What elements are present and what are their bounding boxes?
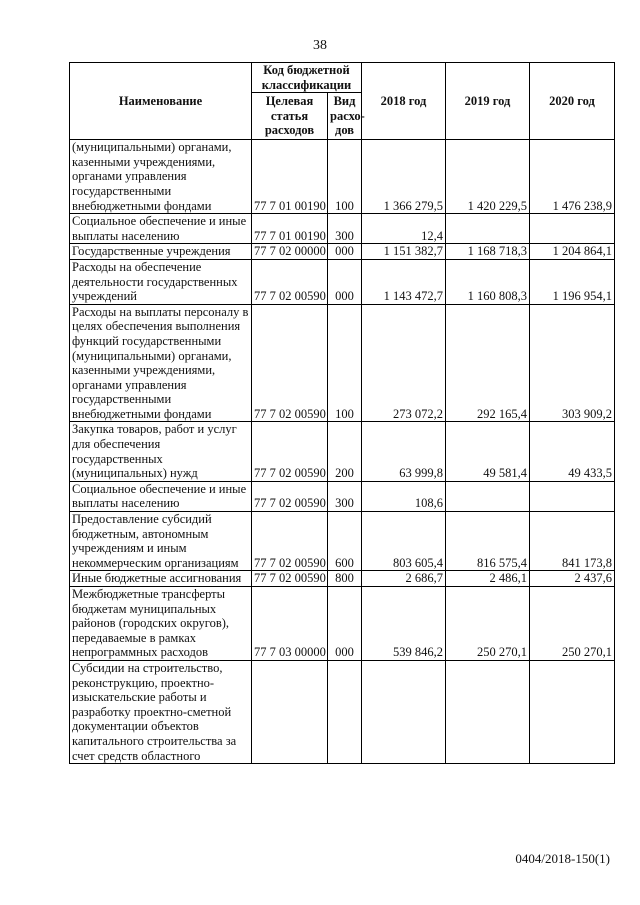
row-value-2018: 803 605,4 [362, 512, 446, 571]
row-expense-type: 000 [328, 587, 362, 661]
row-value-2020: 1 204 864,1 [530, 244, 615, 260]
header-year-2018: 2018 год [362, 63, 446, 140]
row-target-article: 77 7 02 00590 [252, 512, 328, 571]
row-value-2020: 2 437,6 [530, 571, 615, 587]
row-value-2019: 1 420 229,5 [446, 140, 530, 214]
row-target-article [252, 660, 328, 763]
row-value-2019 [446, 214, 530, 244]
row-value-2019: 49 581,4 [446, 422, 530, 481]
row-name: Межбюджетные трансферты бюджетам муниципальных районов (городских округов), передаваемые в рамках непрограммных расходов [70, 587, 252, 661]
table-row [70, 244, 615, 260]
table-row [70, 140, 615, 214]
row-target-article: 77 7 02 00590 [252, 481, 328, 511]
header-year-2019: 2019 год [446, 63, 530, 140]
header-target-article: Целевая статья расходов [252, 93, 328, 140]
table-row [70, 304, 615, 422]
row-name: Расходы на обеспечение деятельности государственных учреждений [70, 259, 252, 304]
row-expense-type: 000 [328, 244, 362, 260]
row-name: Иные бюджетные ассигнования [70, 571, 252, 587]
table-row [70, 259, 615, 304]
row-value-2020: 49 433,5 [530, 422, 615, 481]
row-value-2019: 250 270,1 [446, 587, 530, 661]
page-number: 38 [313, 38, 327, 53]
header-name: Наименование [70, 63, 252, 140]
row-expense-type: 000 [328, 259, 362, 304]
budget-table [69, 62, 615, 764]
row-name: Социальное обеспечение и иные выплаты населению [70, 481, 252, 511]
row-value-2019: 292 165,4 [446, 304, 530, 422]
row-expense-type: 600 [328, 512, 362, 571]
row-value-2018: 273 072,2 [362, 304, 446, 422]
row-name: (муниципальными) органами, казенными учреждениями, органами управления государственными внебюджетными фондами [70, 140, 252, 214]
row-target-article: 77 7 02 00590 [252, 259, 328, 304]
row-target-article: 77 7 01 00190 [252, 140, 328, 214]
row-expense-type: 200 [328, 422, 362, 481]
row-value-2020: 250 270,1 [530, 587, 615, 661]
row-value-2020 [530, 214, 615, 244]
row-name: Субсидии на строительство, реконструкцию, проектно-изыскательские работы и разработку проектно-сметной документации объектов капитального строительства за счет средств областного [70, 660, 252, 763]
row-value-2019: 1 160 808,3 [446, 259, 530, 304]
row-expense-type: 300 [328, 214, 362, 244]
row-value-2020: 1 196 954,1 [530, 259, 615, 304]
table-row [70, 587, 615, 661]
row-value-2020: 303 909,2 [530, 304, 615, 422]
table-header [70, 63, 615, 140]
row-expense-type: 100 [328, 304, 362, 422]
row-expense-type [328, 660, 362, 763]
row-target-article: 77 7 02 00590 [252, 304, 328, 422]
table-body [70, 140, 615, 764]
row-value-2018: 108,6 [362, 481, 446, 511]
row-target-article: 77 7 03 00000 [252, 587, 328, 661]
row-value-2018: 1 143 472,7 [362, 259, 446, 304]
row-value-2018: 2 686,7 [362, 571, 446, 587]
document-footer-code: 0404/2018-150(1) [515, 851, 610, 866]
row-expense-type: 300 [328, 481, 362, 511]
row-target-article: 77 7 01 00190 [252, 214, 328, 244]
row-value-2019: 2 486,1 [446, 571, 530, 587]
table-row [70, 422, 615, 481]
row-value-2018: 1 151 382,7 [362, 244, 446, 260]
row-value-2018 [362, 660, 446, 763]
row-value-2020: 841 173,8 [530, 512, 615, 571]
table-row [70, 512, 615, 571]
row-value-2020: 1 476 238,9 [530, 140, 615, 214]
header-year-2020: 2020 год [530, 63, 615, 140]
row-value-2018: 1 366 279,5 [362, 140, 446, 214]
row-name: Государственные учреждения [70, 244, 252, 260]
row-name: Предоставление субсидий бюджетным, автономным учреждениям и иным некоммерческим организациям [70, 512, 252, 571]
row-name: Социальное обеспечение и иные выплаты населению [70, 214, 252, 244]
header-code-group: Код бюджетной классификации [252, 63, 362, 93]
row-value-2019 [446, 660, 530, 763]
row-value-2019 [446, 481, 530, 511]
row-value-2018: 12,4 [362, 214, 446, 244]
row-value-2019: 1 168 718,3 [446, 244, 530, 260]
row-name: Расходы на выплаты персоналу в целях обеспечения выполнения функций государственными (муниципальными) органами, казенными учреждениями, органами управления государственными внебюджетными фондами [70, 304, 252, 422]
row-target-article: 77 7 02 00590 [252, 422, 328, 481]
table-row [70, 571, 615, 587]
row-value-2018: 539 846,2 [362, 587, 446, 661]
row-value-2019: 816 575,4 [446, 512, 530, 571]
row-value-2020 [530, 481, 615, 511]
row-target-article: 77 7 02 00590 [252, 571, 328, 587]
header-expense-type: Вид расхо-дов [328, 93, 362, 140]
table-row [70, 214, 615, 244]
row-expense-type: 800 [328, 571, 362, 587]
row-target-article: 77 7 02 00000 [252, 244, 328, 260]
row-value-2018: 63 999,8 [362, 422, 446, 481]
row-value-2020 [530, 660, 615, 763]
row-name: Закупка товаров, работ и услуг для обеспечения государственных (муниципальных) нужд [70, 422, 252, 481]
table-row [70, 481, 615, 511]
table-row [70, 660, 615, 763]
row-expense-type: 100 [328, 140, 362, 214]
